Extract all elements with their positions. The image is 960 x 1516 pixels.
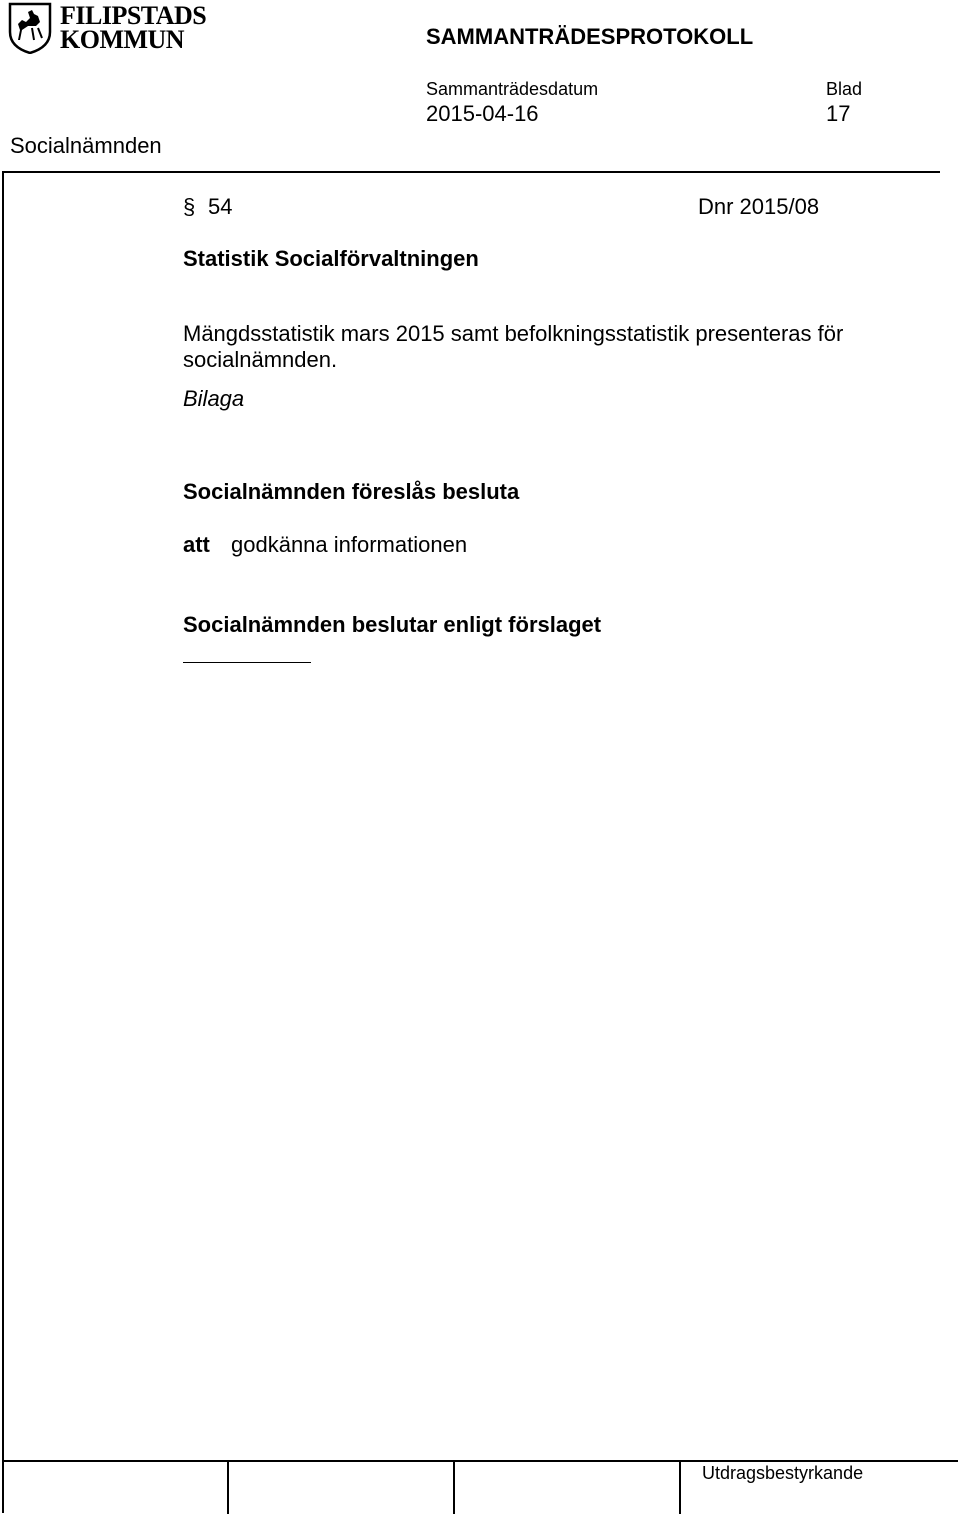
page-label: Blad	[826, 79, 863, 99]
section-number: 54	[208, 194, 233, 219]
municipality-logo	[8, 2, 218, 54]
header-divider	[2, 171, 940, 173]
footer-box-divider-3	[679, 1460, 681, 1514]
left-margin-line	[2, 171, 4, 1513]
footer-box-divider-1	[227, 1460, 229, 1514]
logo-line2: KOMMUN	[60, 25, 185, 54]
logo-line1: FILIPSTADS	[60, 1, 207, 30]
body-line-1: Mängdsstatistik mars 2015 samt befolkningsstatistik presenteras för	[183, 321, 844, 346]
body-line-2: socialnämnden.	[183, 347, 338, 372]
att-label: att	[183, 532, 210, 557]
committee-name: Socialnämnden	[10, 133, 162, 158]
footer-box-divider-2	[453, 1460, 455, 1514]
att-text: godkänna informationen	[231, 532, 468, 557]
attachment-label: Bilaga	[183, 386, 245, 411]
proposal-heading: Socialnämnden föreslås besluta	[183, 479, 520, 504]
diary-number: Dnr 2015/08	[698, 194, 820, 219]
date-label: Sammanträdesdatum	[426, 79, 599, 99]
coat-of-arms-icon	[8, 2, 52, 54]
page-number: 17	[826, 101, 851, 126]
document-type: SAMMANTRÄDESPROTOKOLL	[426, 24, 754, 49]
decision-underline	[183, 662, 311, 663]
item-title: Statistik Socialförvaltningen	[183, 246, 479, 271]
footer-top-line	[2, 1460, 958, 1462]
certification-label: Utdragsbestyrkande	[702, 1463, 864, 1483]
section-symbol: §	[183, 194, 196, 219]
decision-text: Socialnämnden beslutar enligt förslaget	[183, 612, 602, 637]
meeting-date: 2015-04-16	[426, 101, 539, 126]
